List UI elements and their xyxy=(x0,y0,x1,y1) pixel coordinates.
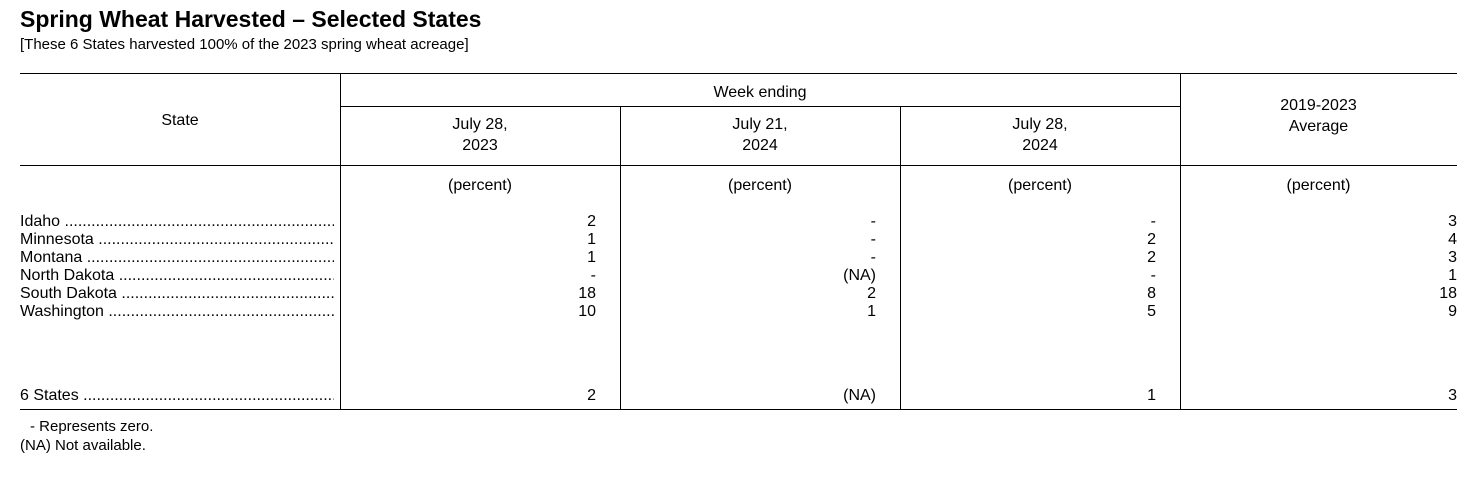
unit-label: (percent) xyxy=(1286,177,1351,194)
value-cell: 1 xyxy=(587,231,596,248)
value-cell: 1 xyxy=(587,249,596,266)
total-row xyxy=(20,387,1457,405)
value-cell: 10 xyxy=(578,303,596,320)
value-cell: - xyxy=(870,231,876,248)
column-header-jul28-2024 xyxy=(900,114,1180,156)
table-bottom-rule xyxy=(20,409,1457,410)
column-header-line1: 2019-2023 xyxy=(1280,97,1357,114)
page-title: Spring Wheat Harvested – Selected States xyxy=(20,6,482,32)
table-row xyxy=(20,249,1457,267)
column-header-average xyxy=(1180,95,1457,137)
value-cell: - xyxy=(1150,267,1156,284)
column-header-line2: 2024 xyxy=(1022,137,1058,154)
value-cell: 18 xyxy=(1439,285,1457,302)
state-name: Minnesota ..... xyxy=(20,231,334,249)
header-bottom-rule xyxy=(20,165,1457,166)
column-header-line2: 2023 xyxy=(462,137,498,154)
table-row xyxy=(20,267,1457,285)
footnote-not-available: (NA) Not available. xyxy=(20,437,146,454)
value-cell: (NA) xyxy=(843,387,876,404)
page-subtitle: [These 6 States harvested 100% of the 2023 spring wheat acreage] xyxy=(20,36,469,53)
value-cell: 18 xyxy=(578,285,596,302)
value-cell: 4 xyxy=(1448,231,1457,248)
value-cell: 1 xyxy=(1448,267,1457,284)
state-name: Montana ..... xyxy=(20,249,334,267)
column-header-jul21-2024 xyxy=(620,114,900,156)
column-header-line1: July 21, xyxy=(732,116,788,133)
column-header-line1: July 28, xyxy=(452,116,508,133)
state-name: Washington ..... xyxy=(20,303,334,321)
value-cell: 2 xyxy=(867,285,876,302)
value-cell: 3 xyxy=(1448,213,1457,230)
table-row xyxy=(20,213,1457,231)
state-name: North Dakota ..... xyxy=(20,267,334,285)
value-cell: - xyxy=(870,213,876,230)
value-cell: (NA) xyxy=(843,267,876,284)
value-cell: - xyxy=(1150,213,1156,230)
column-header-line1: July 28, xyxy=(1012,116,1068,133)
value-cell: 2 xyxy=(1147,231,1156,248)
column-header-line2: Average xyxy=(1288,118,1349,135)
unit-label: (percent) xyxy=(447,177,513,194)
unit-label: (percent) xyxy=(727,177,793,194)
value-cell: 5 xyxy=(1147,303,1156,320)
table-top-rule xyxy=(20,73,1457,74)
value-cell: 2 xyxy=(587,387,596,404)
state-name: Idaho ..... xyxy=(20,213,334,231)
value-cell: 1 xyxy=(867,303,876,320)
value-cell: 2 xyxy=(1147,249,1156,266)
value-cell: 3 xyxy=(1448,249,1457,266)
state-name: South Dakota ..... xyxy=(20,285,334,303)
state-name: 6 States ..... xyxy=(20,387,334,405)
value-cell: 3 xyxy=(1448,387,1457,404)
value-cell: 9 xyxy=(1448,303,1457,320)
value-cell: - xyxy=(590,267,596,284)
table-row xyxy=(20,285,1457,303)
value-cell: - xyxy=(870,249,876,266)
unit-label: (percent) xyxy=(1007,177,1073,194)
footnote-zero: - Represents zero. xyxy=(30,418,154,435)
harvest-table xyxy=(20,73,1457,410)
group-header-rule xyxy=(340,106,1180,107)
table-row xyxy=(20,231,1457,249)
table-row xyxy=(20,303,1457,321)
column-header-jul28-2023 xyxy=(340,114,620,156)
column-header-line2: 2024 xyxy=(742,137,778,154)
state-column-header: State xyxy=(161,112,199,129)
value-cell: 8 xyxy=(1147,285,1156,302)
week-ending-header: Week ending xyxy=(713,84,807,101)
value-cell: 1 xyxy=(1147,387,1156,404)
value-cell: 2 xyxy=(587,213,596,230)
